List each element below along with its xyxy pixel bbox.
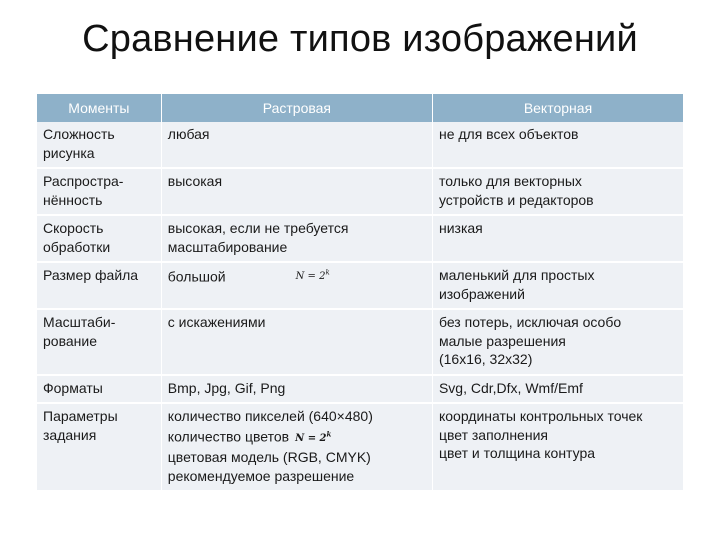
column-header-vector: Векторная — [432, 94, 683, 122]
cell-text: без потерь, исключая особо — [438, 314, 622, 330]
column-header-moments: Моменты — [37, 94, 161, 122]
cell-text: рекомендуемое разрешение — [167, 467, 355, 484]
raster-cell — [161, 168, 432, 215]
vector-cell — [432, 262, 683, 309]
cell-text: Svg, Cdr,Dfx, Wmf/Emf — [438, 379, 583, 396]
cell-text: рисунка — [43, 144, 95, 161]
cell-text: координаты контрольных точек — [438, 408, 643, 424]
cell-text-with-formula — [168, 266, 426, 289]
moment-cell — [37, 168, 161, 215]
formula-exponent: k — [326, 429, 332, 439]
raster-cell — [161, 122, 432, 168]
raster-cell — [161, 375, 432, 404]
cell-text: цвет и толщина контура — [438, 445, 596, 461]
cell-text: только для векторных — [438, 173, 582, 189]
cell-text: рование — [43, 332, 97, 349]
formula — [295, 429, 332, 444]
table-row — [37, 215, 683, 262]
formula-base: N = 2 — [295, 432, 327, 444]
table-row — [37, 262, 683, 309]
vector-cell — [432, 403, 683, 491]
raster-cell — [161, 215, 432, 262]
cell-text: Скорость — [43, 220, 104, 236]
cell-text: цветовая модель (RGB, CMYK) — [167, 449, 371, 466]
cell-text: Масштаби- — [43, 314, 116, 330]
cell-text: большой — [167, 268, 226, 285]
table-row — [37, 122, 683, 168]
cell-text: любая — [167, 126, 210, 142]
cell-text: Размер файла — [43, 267, 139, 283]
raster-cell — [161, 309, 432, 375]
table-row — [37, 375, 683, 404]
table-row — [37, 168, 683, 215]
raster-cell — [161, 262, 432, 309]
cell-text: (16x16, 32x32) — [438, 351, 533, 367]
cell-text: Форматы — [43, 379, 103, 396]
formula-exponent: k — [325, 269, 330, 277]
vector-cell — [432, 215, 683, 262]
vector-cell — [432, 375, 683, 404]
vector-cell — [432, 122, 683, 168]
moment-cell — [37, 375, 161, 404]
cell-text: низкая — [438, 220, 483, 236]
formula — [296, 271, 330, 282]
vector-cell — [432, 309, 683, 375]
table-row — [37, 403, 683, 491]
cell-text: высокая — [167, 173, 223, 189]
table-header-row — [37, 94, 683, 122]
cell-text: количество цветов — [167, 427, 290, 444]
moment-cell — [37, 262, 161, 309]
cell-text: с искажениями — [167, 314, 266, 330]
cell-text: количество пикселей (640×480) — [167, 408, 373, 424]
cell-text: Параметры — [43, 408, 118, 424]
table-row — [37, 309, 683, 375]
moment-cell — [37, 122, 161, 168]
cell-text: изображений — [438, 285, 525, 302]
cell-text: маленький для простых — [438, 267, 595, 283]
cell-text: Bmp, Jpg, Gif, Png — [167, 379, 286, 396]
cell-text: обработки — [43, 238, 111, 255]
cell-text: Сложность — [43, 126, 115, 142]
formula-base: N = 2 — [295, 271, 326, 283]
cell-text: высокая, если не требуется — [167, 220, 349, 236]
cell-text: нённость — [43, 191, 103, 208]
cell-text-with-formula — [168, 426, 426, 449]
page-title: Сравнение типов изображений — [82, 18, 638, 60]
moment-cell — [37, 403, 161, 491]
column-header-raster: Растровая — [161, 94, 432, 122]
cell-text: цвет заполнения — [438, 426, 548, 443]
moment-cell — [37, 215, 161, 262]
moment-cell — [37, 309, 161, 375]
cell-text: не для всех объектов — [438, 126, 579, 142]
cell-text: Распростра- — [43, 173, 124, 189]
cell-text: устройств и редакторов — [438, 191, 594, 208]
vector-cell — [432, 168, 683, 215]
cell-text: малые разрешения — [438, 332, 566, 349]
cell-text: задания — [43, 426, 97, 443]
comparison-table — [37, 94, 683, 492]
cell-text: масштабирование — [167, 238, 288, 255]
raster-cell — [161, 403, 432, 491]
